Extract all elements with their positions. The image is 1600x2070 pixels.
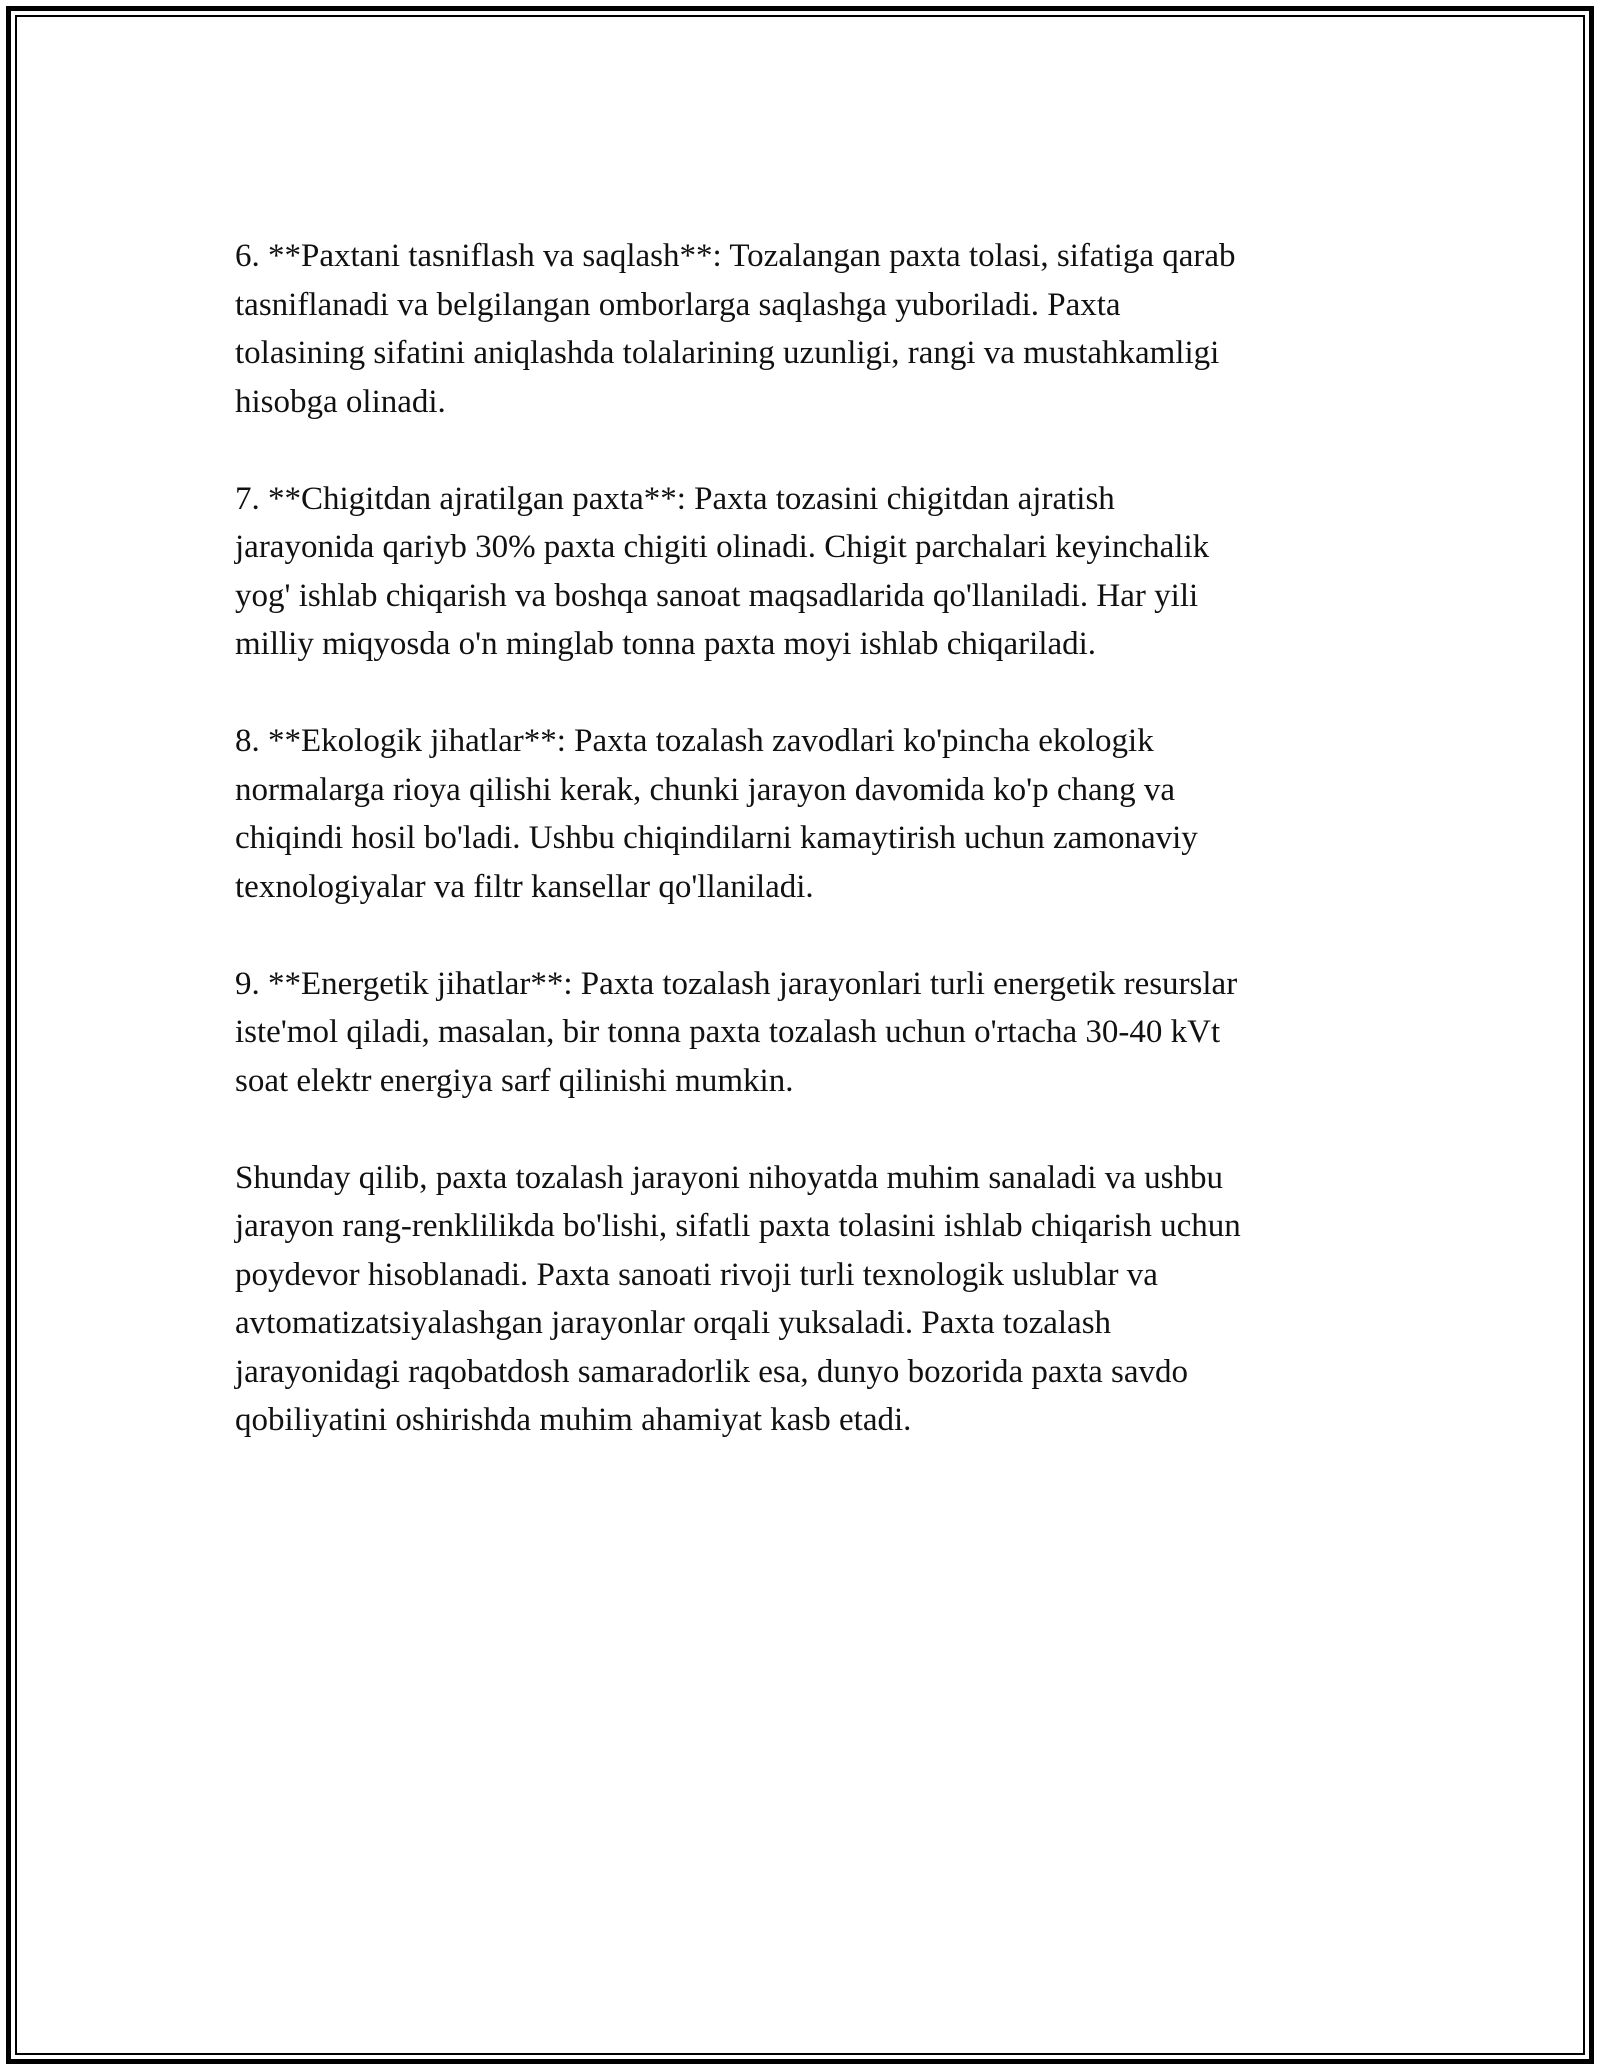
paragraph-cotton-classification: 6. **Paxtani tasniflash va saqlash**: Tozalangan paxta tolasi, sifatiga qarab tasniflanadi va belgilangan omborlarga saqlashga yuboriladi. Paxta tolasining sifatini aniqlashda tolalarining uzunligi, rangi va mustahkamligi hisobga olinadi.: [235, 238, 1236, 420]
document-body: [235, 232, 1365, 1445]
paragraph-conclusion: Shunday qilib, paxta tozalash jarayoni nihoyatda muhim sanaladi va ushbu jarayon rang-renklilikda bo'lishi, sifatli paxta tolasini ishlab chiqarish uchun poydevor hisoblanadi. Paxta sanoati rivoji turli texnologik uslublar va avtomatizatsiyalashgan jarayonlar orqali yuksaladi. Paxta tozalash jarayonidagi raqobatdosh samaradorlik esa, dunyo bozorida paxta savdo qobiliyatini oshirishda muhim ahamiyat kasb etadi.: [235, 1159, 1241, 1438]
paragraph-ecological-aspects: 8. **Ekologik jihatlar**: Paxta tozalash zavodlari ko'pincha ekologik normalarga rioya qilishi kerak, chunki jarayon davomida ko'p chang va chiqindi hosil bo'ladi. Ushbu chiqindilarni kamaytirish uchun zamonaviy texnologiyalar va filtr kansellar qo'llaniladi.: [235, 723, 1198, 905]
paragraph-energy-aspects: 9. **Energetik jihatlar**: Paxta tozalash jarayonlari turli energetik resurslar iste'mol qiladi, masalan, bir tonna paxta tozalash uchun o'rtacha 30-40 kVt soat elektr energiya sarf qilinishi mumkin.: [235, 965, 1238, 1099]
paragraph-seed-separation: 7. **Chigitdan ajratilgan paxta**: Paxta tozasini chigitdan ajratish jarayonida qariyb 30% paxta chigiti olinadi. Chigit parchalari keyinchalik yog' ishlab chiqarish va boshqa sanoat maqsadlarida qo'llaniladi. Har yili milliy miqyosda o'n minglab tonna paxta moyi ishlab chiqariladi.: [235, 480, 1210, 662]
